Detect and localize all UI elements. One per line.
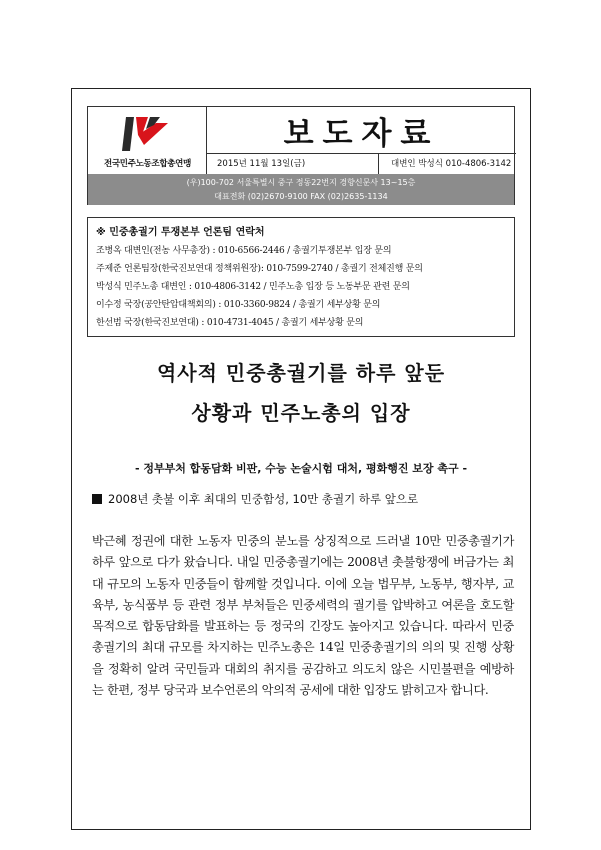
press-release-header bbox=[87, 106, 515, 205]
section-heading bbox=[92, 491, 418, 507]
headline-line-1: 역사적 민중총궐기를 하루 앞둔 bbox=[156, 361, 446, 385]
contact-line: 이수정 국장(공안탄압대책회의) : 010-3360-9824 / 총궐기 세부상황 문의 bbox=[96, 300, 381, 310]
spokesperson-contact: 대변인 박성식 010-4806-3142 bbox=[391, 159, 512, 169]
logo-cell bbox=[88, 107, 207, 174]
phone-fax-line: 대표전화 (02)2670-9100 FAX (02)2635-1134 bbox=[214, 192, 388, 201]
document-title: 보도자료 bbox=[283, 115, 440, 152]
kctu-logo-icon bbox=[122, 115, 170, 153]
address-bar bbox=[88, 174, 514, 205]
contact-line: 조병옥 대변인(전농 사무총장) : 010-6566-2446 / 총궐기투쟁본부 입장 문의 bbox=[96, 246, 392, 256]
release-date: 2015년 11월 13일(금) bbox=[207, 154, 379, 174]
address-line: (우)100-702 서울특별시 중구 정동22번지 경향신문사 13~15층 bbox=[186, 178, 416, 187]
square-bullet-icon bbox=[92, 494, 102, 504]
contact-line: 주제준 언론팀장(한국진보연대 정책위원장): 010-7599-2740 / 총궐기 전체진행 문의 bbox=[96, 264, 423, 274]
contact-line: 한선범 국장(한국진보연대) : 010-4731-4045 / 총궐기 세부상황 문의 bbox=[96, 318, 364, 328]
contact-line: 박성식 민주노총 대변인 : 010-4806-3142 / 민주노총 입장 등 노동부문 관련 문의 bbox=[96, 282, 410, 292]
contact-box bbox=[87, 217, 515, 337]
body-paragraph: 박근혜 정권에 대한 노동자 민중의 분노를 상징적으로 드러낼 10만 민중총궐기가 하루 앞으로 다가 왔습니다. 내일 민중총궐기에는 2008년 촛불항쟁에 버금가는 최대 규모의 노동자 민중들이 함께할 것입니다. 이에 오늘 법무부, 노동부, 행자부, 교육부, 농식품부 등 관련 정부 부처들은 민중세력의 궐기를 압박하고 여론을 호도할 목적으로 합동담화를 발표하는 등 정국의 긴장도 높아지고 있습니다. 따라서 민중총궐기의 최대 규모를 차지하는 민주노총은 14일 민중총궐기의 의의 및 진행 상황을 정확히 알려 국민들과 대회의 취지를 공감하고 의도치 않은 시민불편을 예방하는 한편, 정부 당국과 보수언론의 악의적 공세에 대한 입장도 밝히고자 합니다. bbox=[92, 534, 514, 698]
section-heading-text: 2008년 촛불 이후 최대의 민중함성, 10만 총궐기 하루 앞으로 bbox=[108, 492, 419, 506]
contact-box-heading: ※ 민중총궐기 투쟁본부 언론팀 연락처 bbox=[96, 227, 265, 238]
org-name: 전국민주노동조합총연맹 bbox=[103, 159, 192, 169]
headline-line-2: 상황과 민주노총의 입장 bbox=[191, 401, 411, 425]
title-cell bbox=[207, 107, 516, 154]
headline-subtitle: - 정부부처 합동담화 비판, 수능 논술시험 대처, 평화행진 보장 촉구 - bbox=[134, 462, 468, 475]
